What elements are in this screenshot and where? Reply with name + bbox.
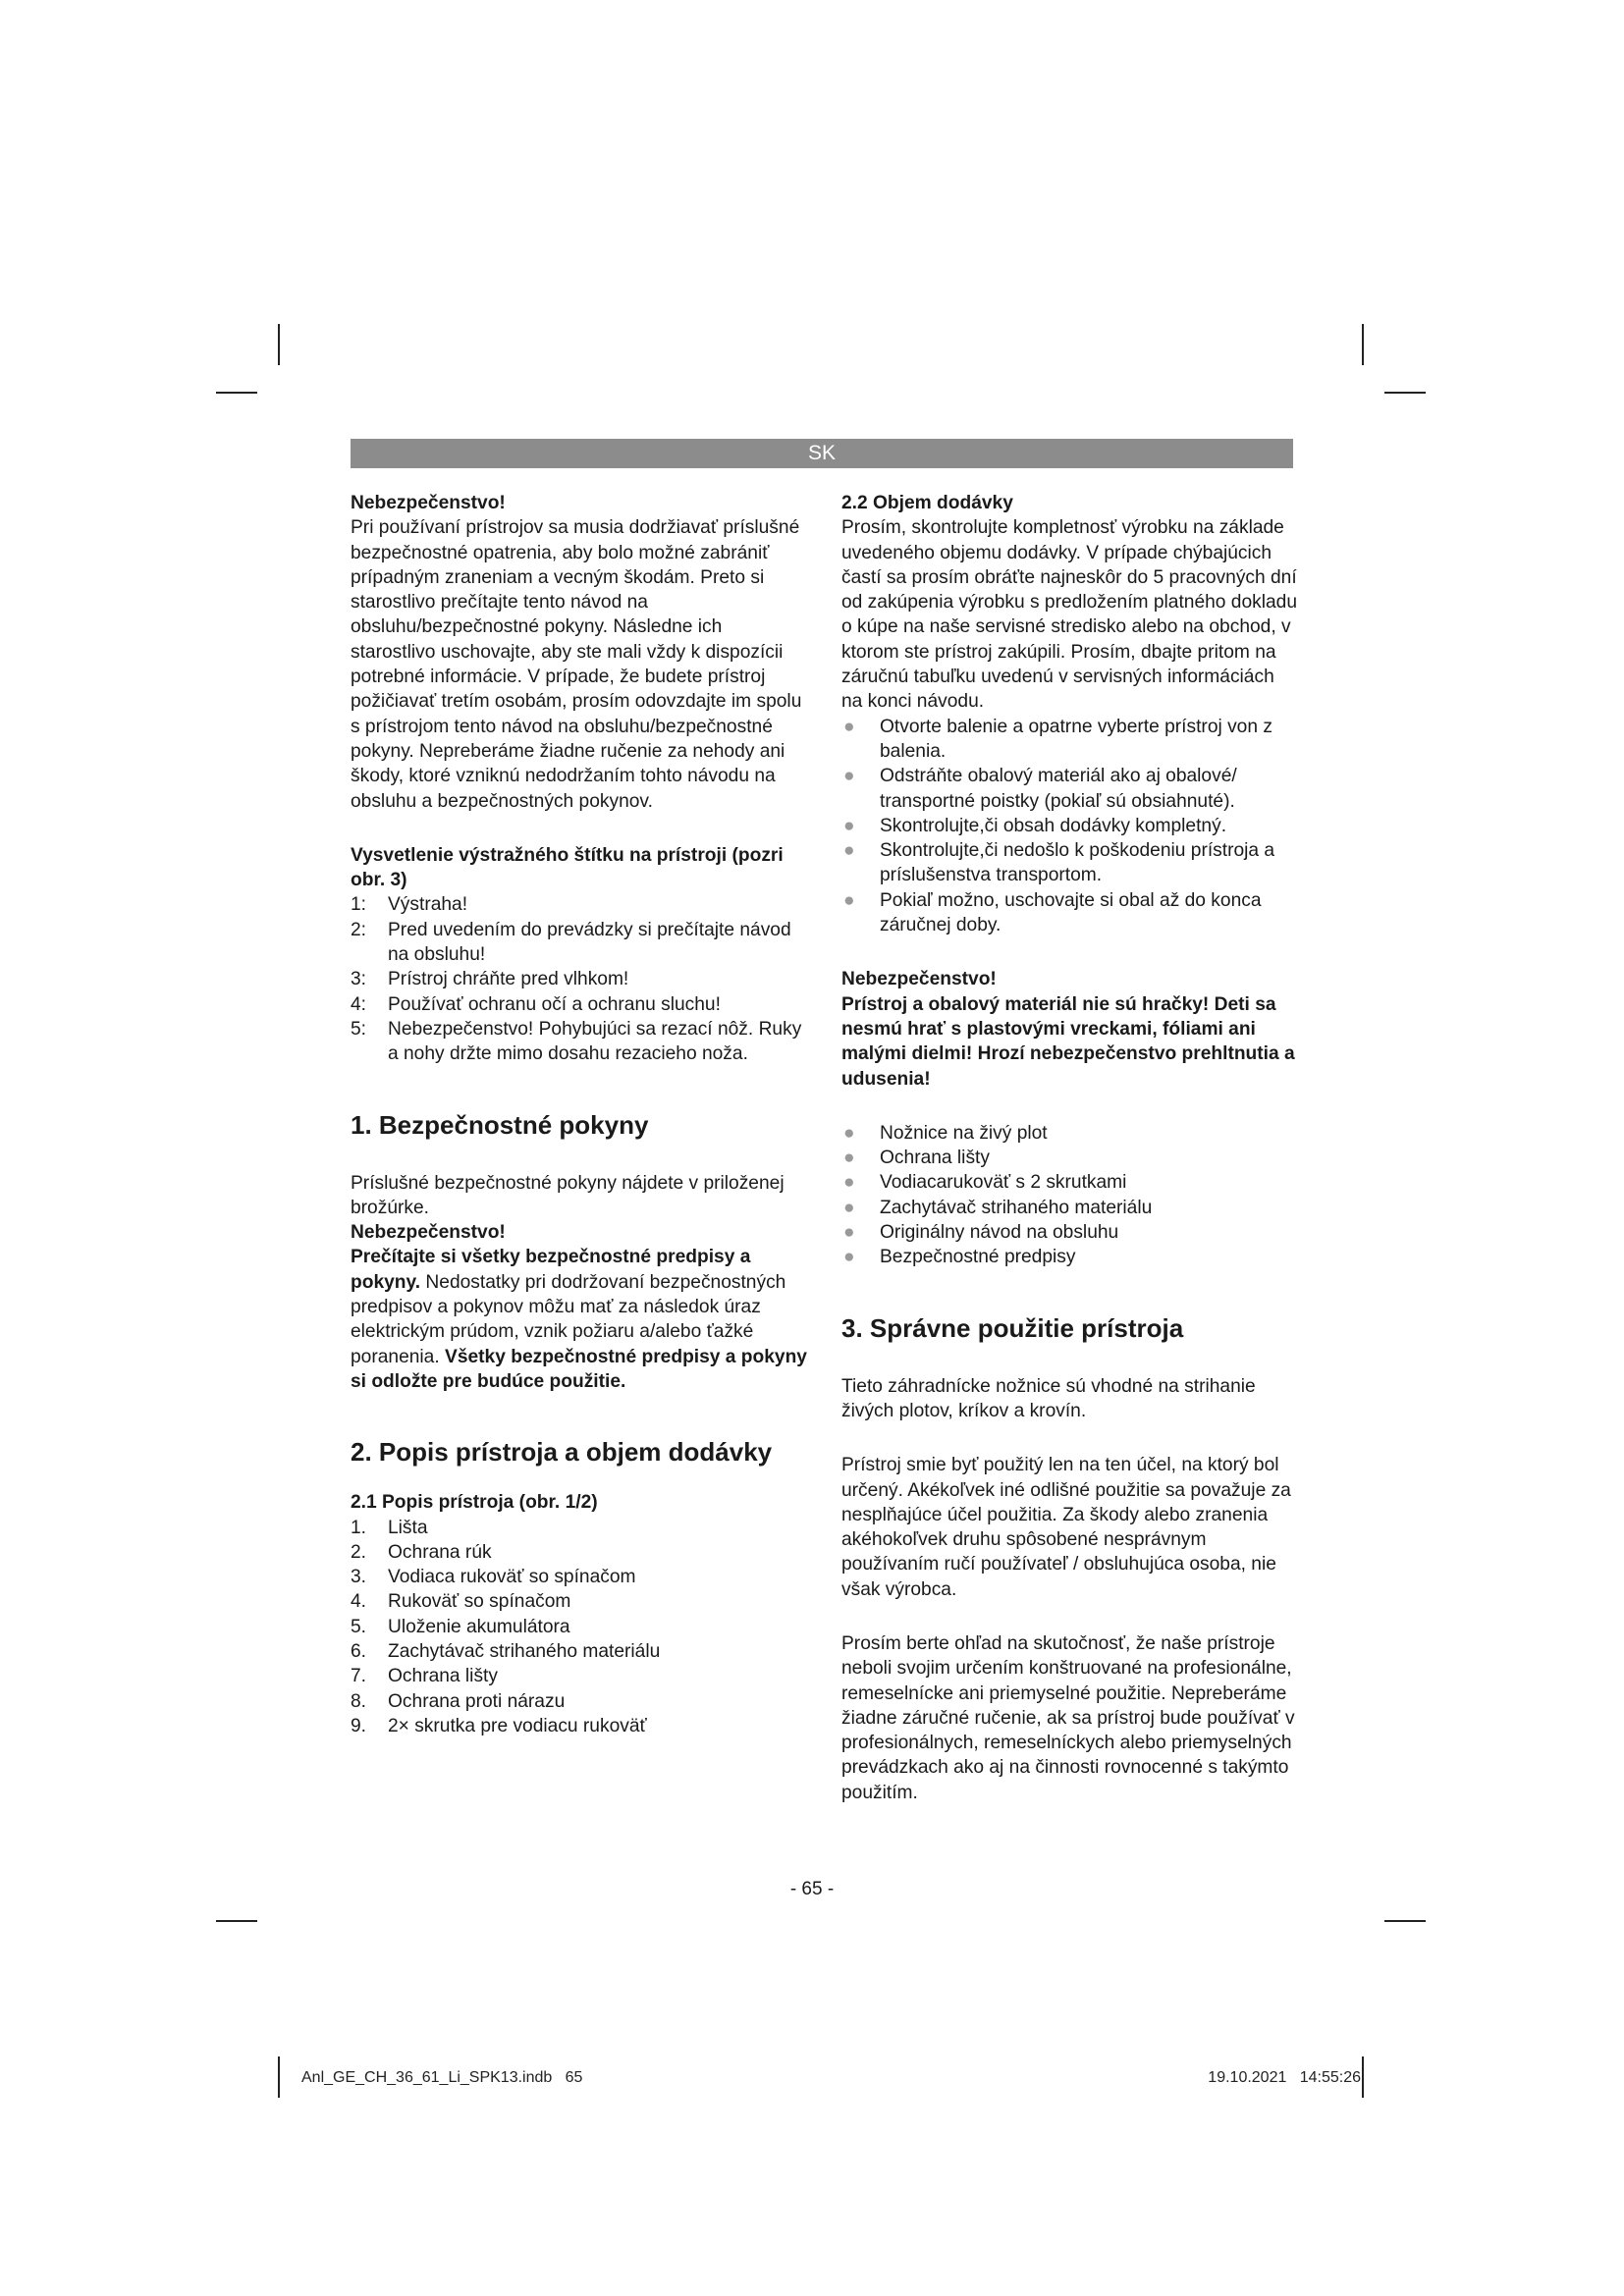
footer-datetime: 19.10.2021 14:55:26: [1208, 2069, 1361, 2086]
list-item: 4. Rukoväť so spínačom: [351, 1591, 571, 1613]
crop-mark: [278, 2056, 280, 2098]
list-item: ● Vodiacarukoväť s 2 skrutkami: [841, 1170, 1298, 1195]
bullet-icon: ●: [843, 716, 855, 737]
list-item: 8. Ochrana proti nárazu: [351, 1690, 566, 1712]
list-item: ● Skontrolujte,či obsah dodávky kompletný.: [841, 814, 1298, 838]
bullet-icon: ●: [843, 815, 855, 836]
section-1-warning-paragraph: Prečítajte si všetky bezpečnostné predpisy a pokyny. Nedostatky pri dodržovaní bezpečnostných predpisov a pokynov môžu mať za následok úraz elektrickým prúdom, vznik požiaru a/alebo ťažké poranenia. Všetky bezpečnostné predpisy a pokyny si odložte pre budúce použitie.: [351, 1247, 807, 1392]
language-code: SK: [807, 442, 836, 464]
footer-file-info: Anl_GE_CH_36_61_Li_SPK13.indb 65: [301, 2069, 583, 2086]
list-item: 6. Zachytávač strihaného materiálu: [351, 1640, 661, 1662]
bullet-icon: ●: [843, 1122, 855, 1144]
list-item: ● Odstráňte obalový materiál ako aj obalové/ transportné poistky (pokiaľ sú obsiahnuté).: [841, 764, 1298, 814]
crop-mark: [1362, 324, 1364, 365]
unpacking-steps-list: [841, 715, 1298, 938]
section-2-heading: 2. Popis prístroja a objem dodávky: [351, 1437, 773, 1468]
bullet-icon: ●: [843, 840, 855, 862]
crop-mark: [1384, 1920, 1426, 1922]
danger-paragraph: Pri používaní prístrojov sa musia dodržiavať príslušné bezpečnostné opatrenia, aby bolo možné zabrániť prípadným zraneniam a vecným škodám. Preto si starostlivo prečítajte tento návod na obsluhu/bezpečnostné pokyny. Následne ich starostlivo uschovajte, aby ste mali vždy k dispozícii potrebné informácie. V prípade, že budete prístroj požičiavať tretím osobám, prosím odovzdajte im spolu s prístrojom tento návod na obsluhu/bezpečnostné pokyny. Nepreberáme žiadne ručenie za nehody ani škody, ktoré vzniknú nedodržaním tohto návodu na obsluhu a bezpečnostných pokynov.: [351, 517, 802, 812]
danger-heading: Nebezpečenstvo!: [351, 493, 506, 513]
section-3-paragraph: Tieto záhradnícke nožnice sú vhodné na strihanie živých plotov, kríkov a krovín.: [841, 1375, 1256, 1421]
danger-heading: Nebezpečenstvo!: [841, 969, 997, 990]
crop-mark: [1384, 392, 1426, 394]
crop-mark: [216, 392, 257, 394]
list-item: 5: Nebezpečenstvo! Pohybujúci sa rezací nôž. Ruky a nohy držte mimo dosahu rezacieho noža.: [351, 1018, 802, 1065]
bullet-icon: ●: [843, 1172, 855, 1194]
danger-paragraph: Prístroj a obalový materiál nie sú hračky! Deti sa nesmú hrať s plastovými vreckami, fóliami ani malými dielmi! Hrozí nebezpečenstvo prehltnutia a udusenia!: [841, 993, 1295, 1090]
section-1-heading: 1. Bezpečnostné pokyny: [351, 1109, 649, 1140]
list-item: ● Otvorte balenie a opatrne vyberte prístroj von z balenia.: [841, 715, 1298, 765]
section-3-paragraph: Prosím berte ohľad na skutočnosť, že naše prístroje neboli svojim určením konštruované na profesionálne, remeselnícke ani priemyselné použitie. Nepreberáme žiadne záručné ručenie, ak sa prístroj bude používať v profesionálnych, remeselníckych alebo priemyselných prevádzkach ako aj na činnosti rovnocenné s takýmto použitím.: [841, 1632, 1295, 1803]
crop-mark: [216, 1920, 257, 1922]
section-1-text: Príslušné bezpečnostné pokyny nájdete v priloženej brožúrke.: [351, 1172, 785, 1218]
warning-label-list: [351, 892, 807, 1066]
section-3-heading: 3. Správne použitie prístroja: [841, 1312, 1184, 1343]
section-1-danger: Nebezpečenstvo!: [351, 1222, 506, 1244]
list-item: 7. Ochrana lišty: [351, 1666, 498, 1687]
bullet-icon: ●: [843, 1148, 855, 1169]
list-item: ● Nožnice na živý plot: [841, 1121, 1298, 1146]
bullet-icon: ●: [843, 889, 855, 911]
delivery-contents-list: [841, 1121, 1298, 1270]
list-item: ● Zachytávač strihaného materiálu: [841, 1196, 1298, 1220]
bullet-icon: ●: [843, 766, 855, 787]
parts-list: [351, 1516, 807, 1739]
list-item: ● Ochrana lišty: [841, 1146, 1298, 1170]
list-item: ● Pokiaľ možno, uschovajte si obal až do konca záručnej doby.: [841, 888, 1298, 938]
bullet-icon: ●: [843, 1222, 855, 1244]
list-item: ● Originálny návod na obsluhu: [841, 1220, 1298, 1245]
page-number: - 65 -: [789, 1879, 835, 1899]
section-2-1-heading: 2.1 Popis prístroja (obr. 1/2): [351, 1492, 598, 1514]
section-2-2-heading: 2.2 Objem dodávky: [841, 493, 1013, 513]
section-2-2-text: Prosím, skontrolujte kompletnosť výrobku na základe uvedeného objemu dodávky. V prípade chýbajúcich častí sa prosím obráťte najneskôr do 5 pracovných dní od zakúpenia výrobku s predložením platného dokladu o kúpe na naše servisné stredisko alebo na obchod, v ktorom ste prístroj zakúpili. Prosím, dbajte pritom na záručnú tabuľku uvedenú v servisných informáciách na konci návodu.: [841, 517, 1298, 713]
list-item: ● Bezpečnostné predpisy: [841, 1245, 1298, 1269]
list-item: 1. Lišta: [351, 1517, 428, 1538]
list-item: 9. 2× skrutka pre vodiacu rukoväť: [351, 1715, 647, 1736]
right-column: [841, 491, 1298, 1805]
list-item: 2. Ochrana rúk: [351, 1541, 492, 1563]
list-item: 3. Vodiaca rukoväť so spínačom: [351, 1567, 636, 1588]
list-item: 3: Prístroj chráňte pred vlhkom!: [351, 969, 629, 990]
crop-mark: [1362, 2056, 1364, 2098]
crop-mark: [278, 324, 280, 365]
bullet-icon: ●: [843, 1197, 855, 1218]
warning-label-heading: Vysvetlenie výstražného štítku na prístroji (pozri obr. 3): [351, 844, 784, 891]
section-3-paragraph: Prístroj smie byť použitý len na ten účel, na ktorý bol určený. Akékoľvek iné odlišné použitie sa považuje za nesplňajúce účel použitia. Za škody alebo zranenia akéhokoľvek druhu spôsobené nesprávnym používaním ručí používateľ / obsluhujúca osoba, nie však výrobca.: [841, 1455, 1291, 1600]
left-column: [351, 491, 807, 1738]
bullet-icon: ●: [843, 1247, 855, 1268]
list-item: 5. Uloženie akumulátora: [351, 1616, 570, 1637]
list-item: 2: Pred uvedením do prevádzky si prečítajte návod na obsluhu!: [351, 919, 791, 966]
list-item: ● Skontrolujte,či nedošlo k poškodeniu prístroja a príslušenstva transportom.: [841, 838, 1298, 888]
list-item: 4: Používať ochranu očí a ochranu sluchu!: [351, 993, 721, 1015]
language-header-bar: [351, 439, 1293, 468]
list-item: 1: Výstraha!: [351, 894, 468, 916]
